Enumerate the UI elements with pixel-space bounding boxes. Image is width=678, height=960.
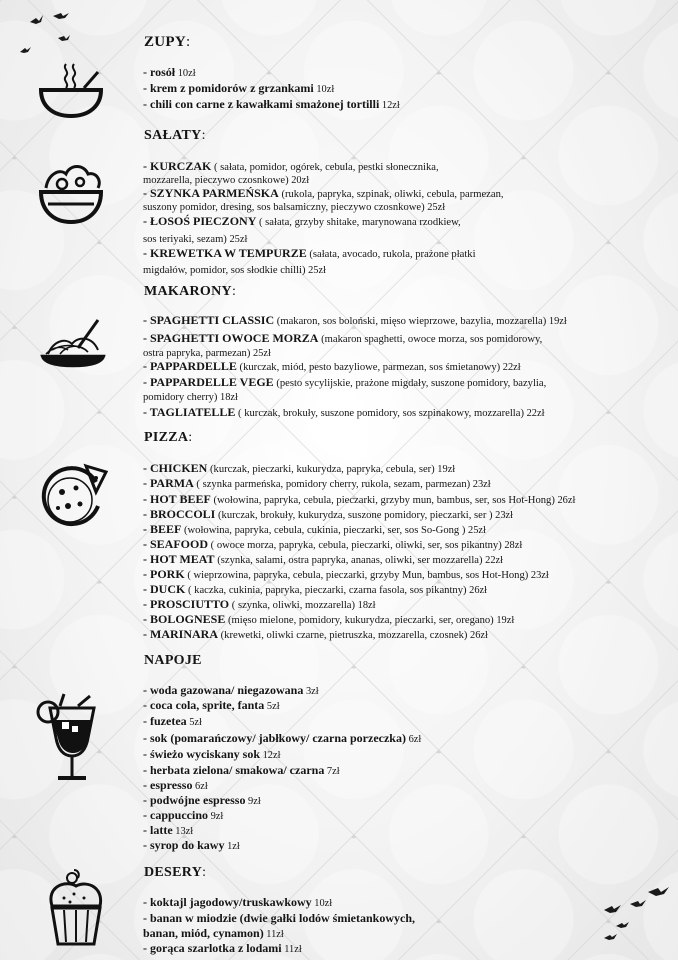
cocktail-icon	[34, 692, 106, 784]
soup-bowl-icon	[38, 60, 104, 122]
menu-item: - HOT BEEF (wołowina, papryka, cebula, pieczarki, grzyby mun, bambus, ser, sos Hot-Hong) 26zł	[143, 492, 576, 506]
menu-item: - PROSCIUTTO ( szynka, oliwki, mozzarella) 18zł	[143, 597, 376, 611]
menu-item: - coca cola, sprite, fanta 5zł	[143, 698, 280, 712]
menu-item: - BROCCOLI (kurczak, brokuły, kukurydza, suszone pomidory, pieczarki, ser ) 23zł	[143, 507, 514, 521]
menu-item: - świeżo wyciskany sok 12zł	[143, 747, 281, 761]
menu-item: - syrop do kawy 1zł	[143, 838, 240, 852]
bird-icon	[53, 13, 69, 19]
bird-icon	[30, 15, 43, 24]
menu-item: - BEEF (wołowina, papryka, cebula, cukinia, pieczarki, ser, sos So-Gong ) 25zł	[143, 522, 486, 536]
heading-text: ZUPY	[144, 34, 187, 50]
section-heading-desery: DESERY:	[144, 865, 207, 880]
menu-item: - chili con carne z kawałkami smażonej tortilli 12zł	[143, 97, 400, 111]
bird-icon	[20, 47, 31, 53]
menu-item: - koktajl jagodowy/truskawkowy 10zł	[143, 895, 333, 909]
menu-item: - espresso 6zł	[143, 778, 208, 792]
section-heading-zupy: ZUPY:	[144, 34, 191, 50]
section-heading-makarony: MAKARONY:	[144, 284, 237, 299]
salad-bowl-icon	[38, 158, 104, 230]
menu-item-continued: migdałów, pomidor, sos słodkie chilli) 25zł	[143, 265, 326, 276]
menu-item-continued: pomidory cherry) 18zł	[143, 392, 238, 403]
pizza-icon	[38, 462, 108, 532]
heading-text: DESERY	[144, 865, 203, 880]
menu-item: - PORK ( wieprzowina, papryka, cebula, pieczarki, grzyby Mun, bambus, sos Hot-Hong) 23zł	[143, 567, 549, 581]
menu-item: - KURCZAK ( sałata, pomidor, ogórek, cebula, pestki słonecznika,	[143, 159, 439, 173]
menu-item: - gorąca szarlotka z lodami 11zł	[143, 941, 302, 955]
menu-item-continued: suszony pomidor, dresing, sos balsamiczny, pieczywo czosnkowe) 25zł	[143, 202, 446, 213]
heading-text: MAKARONY	[144, 284, 232, 299]
menu-item: - ŁOSOŚ PIECZONY ( sałata, grzyby shitake, marynowana rzodkiew,	[143, 214, 461, 228]
menu-item: - DUCK ( kaczka, cukinia, papryka, pieczarki, czarna fasola, sos pikantny) 26zł	[143, 582, 488, 596]
menu-item: - KREWETKA W TEMPURZE (sałata, avocado, rukola, prażone płatki	[143, 246, 476, 260]
menu-item: - HOT MEAT (szynka, salami, ostra papryka, ananas, oliwki, ser mozzarella) 22zł	[143, 552, 504, 566]
spaghetti-plate-icon	[38, 318, 108, 368]
menu-item: - PARMA ( szynka parmeńska, pomidory cherry, rukola, sezam, parmezan) 23zł	[143, 476, 491, 490]
menu-item: - CHICKEN (kurczak, pieczarki, kukurydza, papryka, cebula, ser) 19zł	[143, 461, 456, 475]
menu-item: - sok (pomarańczowy/ jabłkowy/ czarna porzeczka) 6zł	[143, 731, 422, 745]
menu-item: - SPAGHETTI OWOCE MORZA (makaron spaghetti, owoce morza, sos pomidorowy,	[143, 331, 543, 345]
section-heading-pizza: PIZZA:	[144, 430, 193, 445]
birds-top-left	[8, 8, 78, 58]
menu-item: - cappuccino 9zł	[143, 808, 224, 822]
menu-item-continued: mozzarella, pieczywo czosnkowe) 20zł	[143, 175, 310, 186]
menu-item: - BOLOGNESE (mięso mielone, pomidory, kukurydza, pieczarki, ser, oregano) 19zł	[143, 612, 515, 626]
cupcake-icon	[44, 866, 108, 950]
menu-item: - MARINARA (krewetki, oliwki czarne, pietruszka, mozzarella, czosnek) 26zł	[143, 627, 488, 641]
heading-text: SAŁATY	[144, 128, 202, 143]
menu-item: - banan w miodzie (dwie gałki lodów śmietankowych,	[143, 911, 416, 925]
section-heading-salaty: SAŁATY:	[144, 128, 206, 143]
menu-item-continued: ostra papryka, parmezan) 25zł	[143, 348, 271, 359]
menu-item: - PAPPARDELLE (kurczak, miód, pesto bazyliowe, parmezan, sos śmietanowy) 22zł	[143, 359, 521, 373]
menu-item: - krem z pomidorów z grzankami 10zł	[143, 81, 335, 95]
menu-item: - latte 13zł	[143, 823, 194, 837]
menu-item: - podwójne espresso 9zł	[143, 793, 261, 807]
heading-text: PIZZA	[144, 430, 189, 445]
menu-item: - TAGLIATELLE ( kurczak, brokuły, suszone pomidory, sos szpinakowy, mozzarella) 22zł	[143, 405, 545, 419]
menu-item-continued: banan, miód, cynamon) 11zł	[143, 926, 284, 940]
menu-item: - herbata zielona/ smakowa/ czarna 7zł	[143, 763, 340, 777]
bird-icon	[58, 35, 70, 41]
menu-item: - SEAFOOD ( owoce morza, papryka, cebula, pieczarki, oliwki, ser, sos pikantny) 28zł	[143, 537, 523, 551]
menu-item: - fuzetea 5zł	[143, 714, 202, 728]
menu-item: - SPAGHETTI CLASSIC (makaron, sos boloński, mięso wieprzowe, bazylia, mozzarella) 19zł	[143, 313, 567, 327]
section-heading-napoje	[144, 653, 202, 669]
menu-item: - rosół 10zł	[143, 65, 196, 79]
heading-text: NAPOJE	[144, 653, 202, 668]
menu-item: - PAPPARDELLE VEGE (pesto sycylijskie, prażone migdały, suszone pomidory, bazylia,	[143, 375, 547, 389]
menu-item: - SZYNKA PARMEŃSKA (rukola, papryka, szpinak, oliwki, cebula, parmezan,	[143, 186, 504, 200]
menu-item-continued: sos teriyaki, sezam) 25zł	[143, 234, 248, 245]
menu-item: - woda gazowana/ niegazowana 3zł	[143, 683, 319, 697]
